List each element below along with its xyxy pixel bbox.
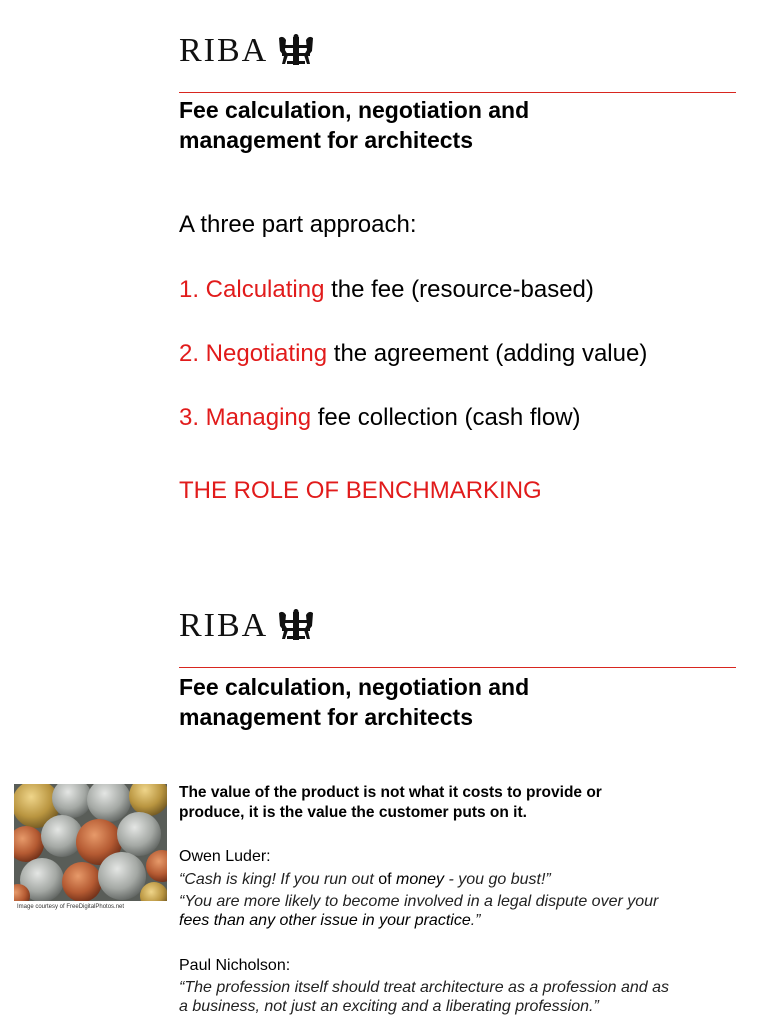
- coins-photo: [14, 784, 167, 901]
- slide-title-line1: Fee calculation, negotiation and: [179, 674, 530, 700]
- paul-nicholson-quote-line1: “The profession itself should treat architecture as a profession and as: [179, 979, 670, 996]
- owen-luder-quote-2-line1: “You are more likely to become involved in a legal dispute over your: [179, 893, 659, 910]
- paul-nicholson-name: Paul Nicholson:: [179, 957, 291, 974]
- approach-item-1-label: 1. Calculating: [179, 276, 325, 303]
- riba-logo-text: RIBA: [179, 607, 269, 644]
- owen-luder-name: Owen Luder:: [179, 848, 271, 865]
- intro-text: A three part approach:: [179, 211, 417, 238]
- title-divider: [179, 92, 736, 93]
- approach-item-3: [179, 403, 581, 433]
- approach-item-2-label: 2. Negotiating: [179, 340, 328, 367]
- slide-title-line2: management for architects: [179, 704, 473, 730]
- approach-item-2-text: the agreement (adding value): [327, 340, 648, 367]
- paul-nicholson-quote-line2: a business, not just an exciting and a liberating profession.”: [179, 998, 599, 1015]
- slide-title: [179, 95, 699, 155]
- approach-item-1-text: the fee (resource-based): [324, 276, 594, 303]
- owen-quote-2-part-a: fees than any other issue in your practice: [179, 912, 471, 929]
- riba-logo-text: RIBA: [179, 32, 269, 69]
- owen-quote-1-part-b: of: [378, 871, 392, 888]
- approach-item-1: [179, 275, 594, 305]
- owen-luder-quote-1: [179, 870, 551, 889]
- riba-logo: [179, 31, 316, 71]
- benchmarking-heading: THE ROLE OF BENCHMARKING: [179, 477, 542, 504]
- value-quote-line2: produce, it is the value the customer puts on it.: [179, 804, 527, 821]
- approach-item-3-label: 3. Managing: [179, 404, 312, 431]
- value-quote-line1: The value of the product is not what it costs to provide or: [179, 784, 602, 801]
- slide-title: [179, 672, 699, 732]
- owen-quote-1-part-a: “Cash is king! If you run out: [179, 871, 379, 888]
- approach-item-3-text: fee collection (cash flow): [311, 404, 581, 431]
- owen-quote-1-part-c: money: [391, 871, 445, 888]
- coins-image: [14, 784, 167, 901]
- riba-logo: [179, 606, 316, 646]
- value-quote: [179, 783, 699, 823]
- approach-item-2: [179, 339, 647, 369]
- image-credit: Image courtesy of FreeDigitalPhotos.net: [17, 904, 125, 910]
- owen-quote-2-part-b: .”: [470, 912, 481, 929]
- riba-crest-icon: [276, 34, 316, 68]
- slide-title-line2: management for architects: [179, 127, 473, 153]
- owen-luder-quote-2-line2: [179, 911, 481, 930]
- title-divider: [179, 667, 736, 668]
- slide-title-line1: Fee calculation, negotiation and: [179, 97, 530, 123]
- riba-crest-icon: [276, 609, 316, 643]
- owen-quote-1-part-d: - you go bust!”: [444, 871, 551, 888]
